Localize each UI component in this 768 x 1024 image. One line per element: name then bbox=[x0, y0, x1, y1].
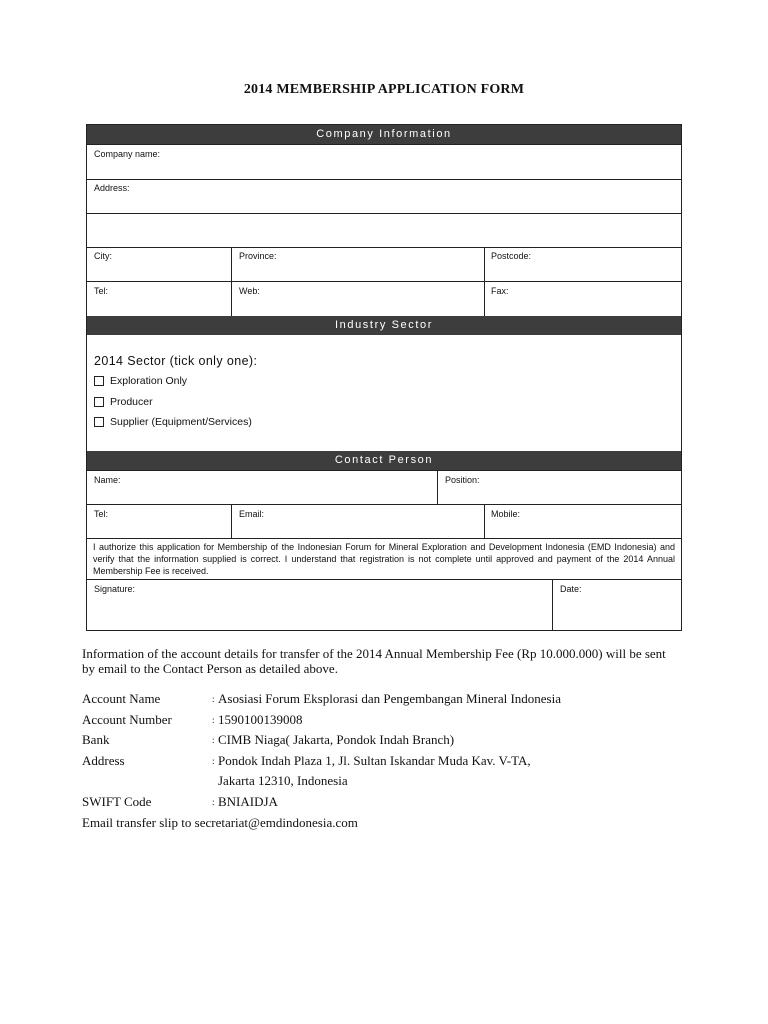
account-number-value: 1590100139008 bbox=[218, 711, 303, 727]
colon: : bbox=[212, 796, 215, 807]
bank-label: Bank bbox=[82, 732, 110, 747]
company-tel-label: Tel: bbox=[94, 286, 109, 296]
date-label: Date: bbox=[560, 584, 582, 594]
transfer-info-paragraph: Information of the account details for transfer of the 2014 Annual Membership Fee (Rp 10.000.000) will be sent by email to the Contact Person as detailed above. bbox=[82, 646, 666, 676]
colon: : bbox=[212, 735, 215, 745]
divider bbox=[87, 470, 681, 471]
position-label: Position: bbox=[445, 475, 480, 485]
option-label: Exploration Only bbox=[110, 375, 188, 387]
authorization-statement: I authorize this application for Membership of the Indonesian Forum for Mineral Exploration and Development Indonesia (EMD Indonesia) and verify that the information supplied is correct. I understand that registration is not complete until approved and payment of the 2014 Annual Membership Fee is received. bbox=[93, 542, 675, 576]
swift-code-label: SWIFT Code bbox=[82, 793, 152, 809]
address-line-1: Pondok Indah Plaza 1, Jl. Sultan Iskandar Muda Kav. V-TA, bbox=[218, 752, 531, 768]
contact-tel-label: Tel: bbox=[94, 509, 109, 519]
company-name-label: Company name: bbox=[94, 149, 161, 159]
province-label: Province: bbox=[239, 251, 277, 261]
web-label: Web: bbox=[239, 286, 260, 296]
divider bbox=[87, 281, 681, 282]
divider bbox=[87, 538, 681, 539]
swift-code-value: BNIAIDJA bbox=[218, 793, 278, 809]
city-label: City: bbox=[94, 251, 112, 261]
divider bbox=[484, 504, 485, 538]
bank-value: CIMB Niaga( Jakarta, Pondok Indah Branch) bbox=[218, 732, 455, 747]
address-label: Address bbox=[82, 752, 125, 768]
company-info-header: Company Information bbox=[87, 125, 681, 144]
postcode-label: Postcode: bbox=[491, 251, 532, 261]
divider bbox=[87, 504, 681, 505]
colon: : bbox=[212, 694, 215, 704]
colon: : bbox=[212, 755, 215, 766]
divider bbox=[87, 213, 681, 214]
address-label: Address: bbox=[94, 183, 130, 193]
email-transfer-note: Email transfer slip to secretariat@emdindonesia.com bbox=[82, 815, 358, 830]
divider bbox=[87, 144, 681, 145]
application-form-table bbox=[86, 124, 682, 631]
checkbox-icon[interactable] bbox=[94, 376, 104, 386]
option-exploration[interactable] bbox=[94, 375, 187, 387]
form-title: 2014 MEMBERSHIP APPLICATION FORM bbox=[243, 82, 525, 97]
email-label: Email: bbox=[239, 509, 265, 519]
option-label: Supplier (Equipment/Services) bbox=[110, 416, 252, 428]
option-supplier[interactable] bbox=[94, 416, 252, 428]
divider bbox=[231, 504, 232, 538]
fax-label: Fax: bbox=[491, 286, 509, 296]
industry-sector-header: Industry Sector bbox=[87, 316, 681, 335]
divider bbox=[87, 179, 681, 180]
signature-label: Signature: bbox=[94, 584, 136, 594]
option-label: Producer bbox=[110, 396, 153, 408]
checkbox-icon[interactable] bbox=[94, 417, 104, 427]
option-producer[interactable] bbox=[94, 396, 153, 408]
account-name-label: Account Name bbox=[82, 691, 161, 706]
divider bbox=[87, 579, 681, 580]
address-line-2: Jakarta 12310, Indonesia bbox=[218, 773, 348, 788]
account-number-label: Account Number bbox=[82, 711, 172, 727]
checkbox-icon[interactable] bbox=[94, 397, 104, 407]
colon: : bbox=[212, 714, 215, 725]
divider bbox=[437, 470, 438, 504]
divider bbox=[87, 247, 681, 248]
mobile-label: Mobile: bbox=[491, 509, 521, 519]
sector-question: 2014 Sector (tick only one): bbox=[94, 354, 258, 368]
contact-person-header: Contact Person bbox=[87, 451, 681, 470]
contact-name-label: Name: bbox=[94, 475, 121, 485]
account-name-value: Asosiasi Forum Eksplorasi dan Pengembangan Mineral Indonesia bbox=[218, 691, 561, 706]
divider bbox=[552, 579, 553, 631]
